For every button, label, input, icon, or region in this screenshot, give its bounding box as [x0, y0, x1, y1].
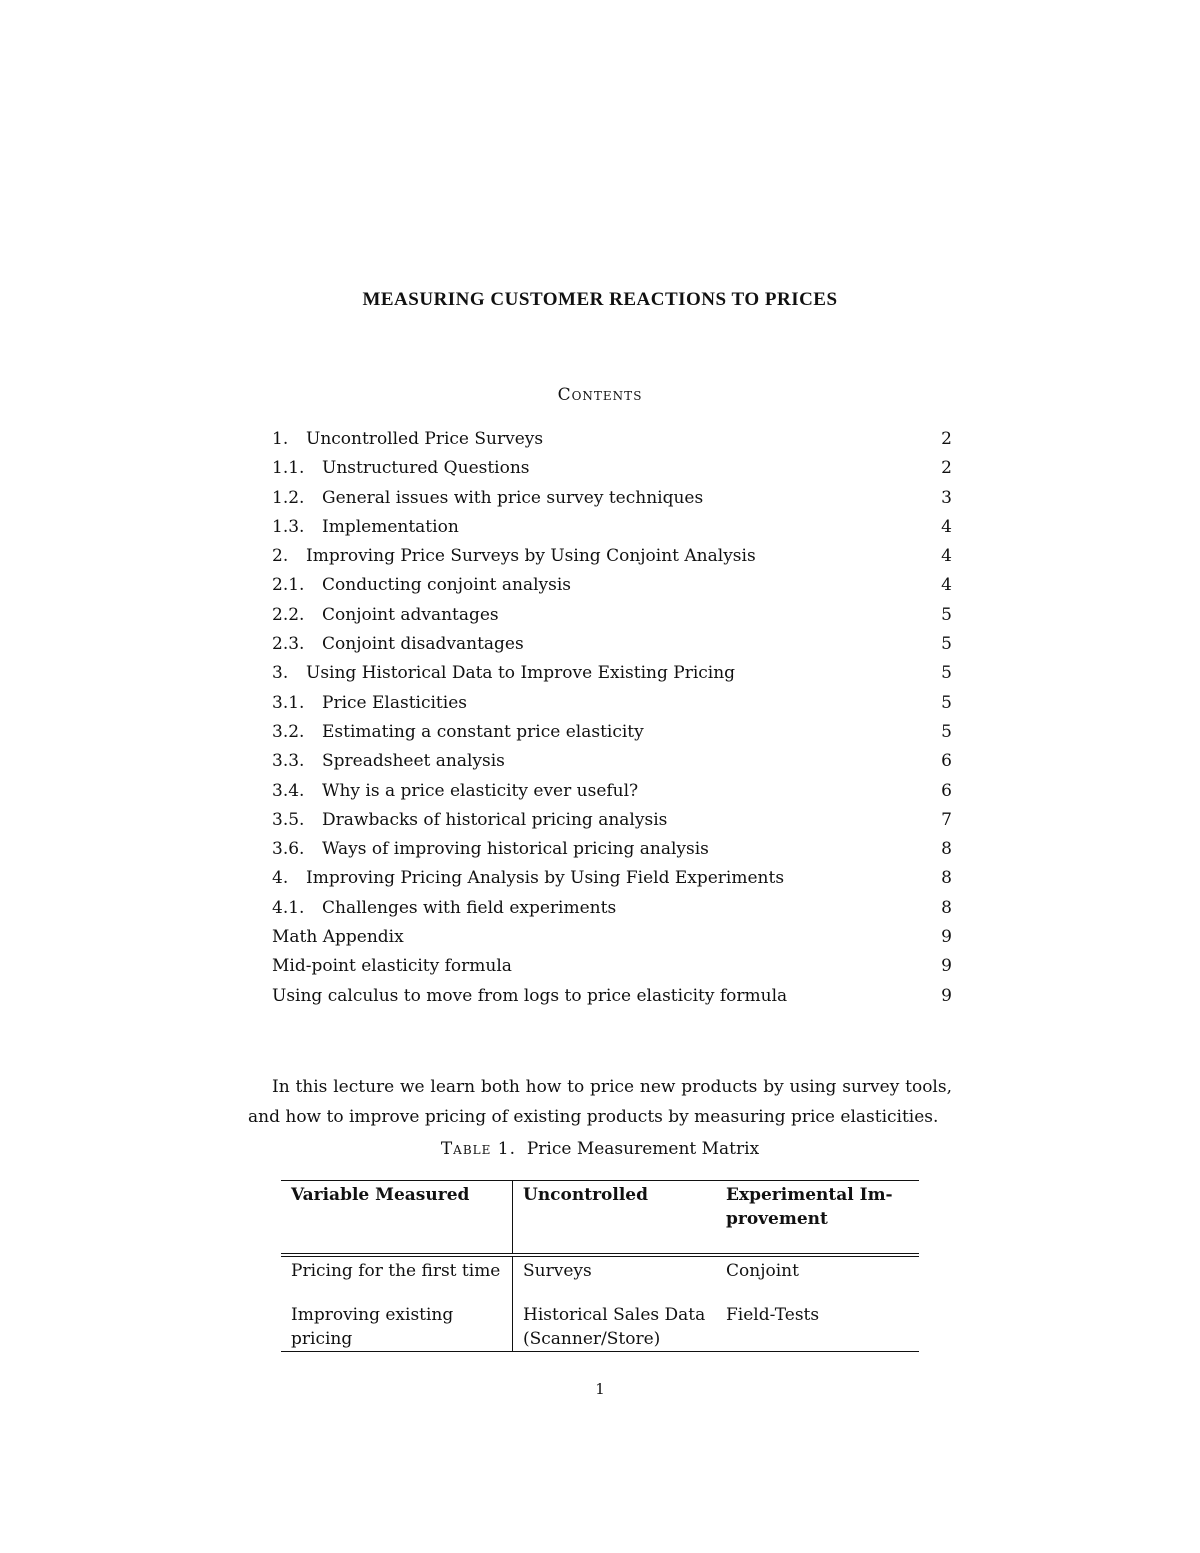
toc-entry-label: Math Appendix — [272, 927, 404, 948]
toc-entry-label: Mid-point elasticity formula — [272, 956, 512, 977]
price-measurement-table — [281, 1180, 919, 1352]
toc-entry-label: Drawbacks of historical pricing analysis — [322, 809, 668, 830]
toc-entry[interactable]: 1.3. Implementation 4 — [272, 513, 952, 542]
toc-page-number: 5 — [941, 692, 952, 713]
toc-entry[interactable]: 3.6. Ways of improving historical pricing analysis 8 — [272, 835, 952, 864]
toc-entry[interactable]: 4. Improving Pricing Analysis by Using Field Experiments 8 — [272, 864, 952, 893]
toc-entry-label: Improving Price Surveys by Using Conjoint Analysis — [306, 546, 756, 567]
table-cell: Conjoint — [726, 1261, 799, 1281]
table-cell: Improving existing pricing — [281, 1303, 513, 1352]
table-cell: Historical Sales Data (Scanner/Store) — [513, 1303, 717, 1352]
toc-entry-label: Challenges with field experiments — [322, 897, 617, 918]
toc-entry[interactable]: 3.4. Why is a price elasticity ever useful? 6 — [272, 777, 952, 806]
toc-page-number: 5 — [941, 721, 952, 742]
table-cell: Surveys — [513, 1255, 717, 1303]
toc-entry[interactable]: 2.2. Conjoint advantages 5 — [272, 601, 952, 630]
toc-page-number: 4 — [941, 546, 952, 567]
table-header-row — [281, 1181, 919, 1256]
table-caption-title: Price Measurement Matrix — [526, 1139, 760, 1159]
contents-heading: Contents — [557, 385, 643, 405]
toc-page-number: 8 — [941, 868, 952, 889]
toc-entry[interactable]: 2. Improving Price Surveys by Using Conjoint Analysis 4 — [272, 542, 952, 571]
toc-entry[interactable]: 3.5. Drawbacks of historical pricing analysis 7 — [272, 806, 952, 835]
toc-page-number: 3 — [941, 487, 952, 508]
table-cell: Field-Tests — [726, 1305, 820, 1325]
toc-entry-label: Uncontrolled Price Surveys — [306, 429, 544, 449]
toc-page-number: 6 — [941, 780, 952, 801]
toc-entry[interactable]: 3. Using Historical Data to Improve Existing Pricing 5 — [272, 659, 952, 688]
toc-page-number: 8 — [941, 839, 952, 860]
toc-page-number: 9 — [941, 985, 952, 1006]
toc-entry-label: Improving Pricing Analysis by Using Field Experiments — [306, 868, 785, 889]
toc-page-number: 9 — [941, 927, 952, 948]
table-row — [281, 1303, 919, 1352]
toc-page-number: 4 — [941, 516, 952, 537]
toc-entry-label: Conducting conjoint analysis — [322, 575, 572, 596]
toc-entry[interactable]: 3.1. Price Elasticities 5 — [272, 689, 952, 718]
toc-entry[interactable]: 3.3. Spreadsheet analysis 6 — [272, 747, 952, 776]
toc-entry[interactable] — [272, 982, 952, 1011]
toc-entry-label: Why is a price elasticity ever useful? — [322, 780, 639, 801]
toc-page-number: 6 — [941, 751, 952, 772]
table-header-cell: Experimental Im-provement — [726, 1185, 893, 1229]
toc-page-number: 5 — [941, 663, 952, 684]
toc-entry[interactable] — [272, 952, 952, 981]
toc-entry[interactable]: 1.1. Unstructured Questions 2 — [272, 454, 952, 483]
toc-page-number: 9 — [941, 956, 952, 977]
toc-entry[interactable]: 1.2. General issues with price survey techniques 3 — [272, 484, 952, 513]
toc-entry[interactable]: 2.1. Conducting conjoint analysis 4 — [272, 571, 952, 600]
table-cell: Pricing for the first time — [281, 1255, 513, 1303]
toc-entry-label: Using Historical Data to Improve Existing Pricing — [306, 663, 736, 684]
toc-entry[interactable]: 1. Uncontrolled Price Surveys 2 — [272, 425, 952, 454]
toc-entry-label: Estimating a constant price elasticity — [322, 721, 644, 742]
toc-entry[interactable]: 2.3. Conjoint disadvantages 5 — [272, 630, 952, 659]
table-header-cell: Variable Measured — [281, 1181, 513, 1256]
toc-entry-label: General issues with price survey techniques — [322, 487, 704, 508]
table-of-contents — [272, 425, 952, 1011]
toc-page-number: 7 — [941, 809, 952, 830]
toc-page-number: 5 — [941, 604, 952, 625]
table-caption-label: Table 1. — [440, 1139, 517, 1159]
toc-entry[interactable]: 4.1. Challenges with field experiments 8 — [272, 894, 952, 923]
toc-page-number: 5 — [941, 634, 952, 655]
toc-page-number: 2 — [941, 458, 952, 479]
toc-entry-label: Implementation — [322, 516, 459, 537]
toc-page-number: 2 — [941, 429, 952, 449]
toc-entry-label: Price Elasticities — [322, 692, 467, 713]
toc-entry-label: Spreadsheet analysis — [322, 751, 505, 772]
toc-page-number: 4 — [941, 575, 952, 596]
table-caption — [0, 1139, 1200, 1159]
toc-entry-label: Using calculus to move from logs to price elasticity formula — [272, 985, 788, 1006]
toc-entry-label: Ways of improving historical pricing analysis — [322, 839, 709, 860]
intro-paragraph: In this lecture we learn both how to price new products by using survey tools, and how to improve pricing of existing products by measuring price elasticities. — [248, 1077, 952, 1127]
table-row — [281, 1255, 919, 1303]
table-header-cell: Uncontrolled — [513, 1181, 717, 1256]
toc-entry[interactable]: 3.2. Estimating a constant price elasticity 5 — [272, 718, 952, 747]
toc-page-number: 8 — [941, 897, 952, 918]
document-title: MEASURING CUSTOMER REACTIONS TO PRICES — [362, 289, 838, 310]
toc-entry[interactable] — [272, 923, 952, 952]
toc-entry-label: Unstructured Questions — [322, 458, 530, 479]
toc-entry-label: Conjoint disadvantages — [322, 634, 524, 655]
page-number: 1 — [595, 1380, 605, 1398]
toc-entry-label: Conjoint advantages — [322, 604, 499, 625]
